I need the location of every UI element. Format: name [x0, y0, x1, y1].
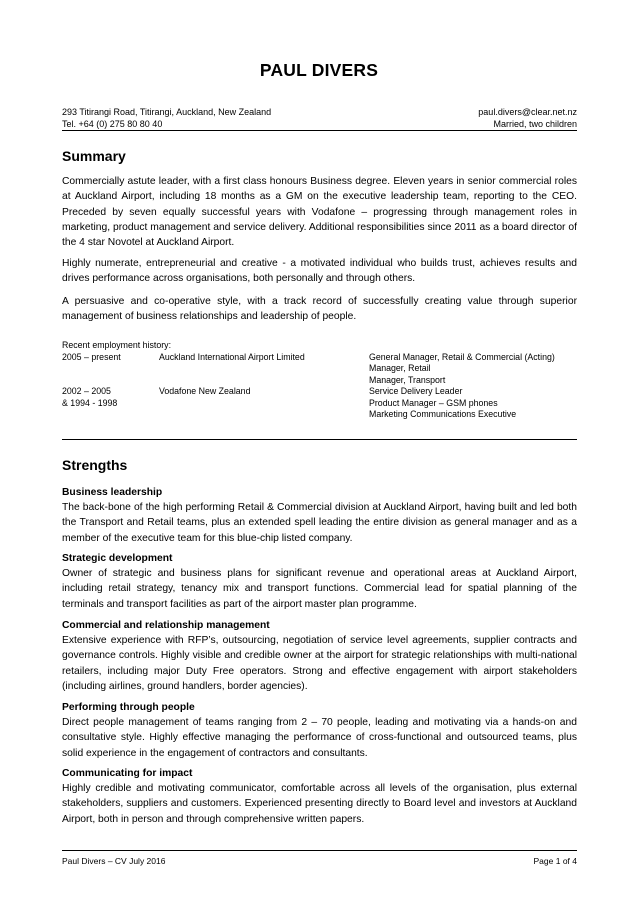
strength-text: Highly credible and motivating communicator, comfortable across all levels of the organisation, plus external stakeholders, suppliers and customers. Experienced presenting directly to Board level and investors at Auckland Airport, both in person and through comprehensive written papers.	[62, 783, 577, 825]
summary-paragraph-3: A persuasive and co-operative style, with a track record of successfully creating value through superior management of business relationships and leadership of people.	[62, 296, 577, 323]
strength-title: Performing through people	[62, 702, 195, 713]
employment-role: Manager, Transport	[369, 374, 446, 385]
employment-role: Manager, Retail	[369, 363, 431, 373]
employment-row	[62, 375, 577, 387]
summary-paragraph-1: Commercially astute leader, with a first class honours Business degree. Eleven years in senior commercial roles at Auckland Airport, including 18 months as a GM on the executive leadership team, reporting to the CEO. Preceded by seven equally successful years with Vodafone – progressing through management roles in marketing, product management and service delivery. Additional responsibilities since 2011 as a board director of the 4 star Novotel at Auckland Airport.	[62, 176, 577, 249]
marital-status: Married, two children	[493, 119, 577, 129]
strength-text: Direct people management of teams ranging from 2 – 70 people, leading and motivating via a hands-on and consultative style. Highly effective managing the performance of cross-functional and outsourced teams, plus solid experience in the engagement of contractors and consultants.	[62, 717, 577, 759]
employment-history	[62, 340, 577, 421]
page-number: Page 1 of 4	[533, 856, 577, 866]
section-divider	[62, 439, 577, 440]
strength-text: The back-bone of the high performing Retail & Commercial division at Auckland Airport, having built and led both the Transport and Retail teams, plus an extended spell leading the entire division as general manager and as a member of the executive team for this blue-chip listed company.	[62, 502, 577, 544]
summary-paragraph-2: Highly numerate, entrepreneurial and creative - a motivated individual who builds trust, achieves results and drives performance across organisations, both personally and through others.	[62, 258, 577, 285]
employment-role: Product Manager – GSM phones	[369, 397, 498, 408]
contact-divider	[62, 130, 577, 131]
footer-divider	[62, 850, 577, 851]
email: paul.divers@clear.net.nz	[478, 107, 577, 117]
employment-period: & 1994 - 1998	[62, 397, 118, 408]
footer	[62, 856, 577, 866]
phone: Tel. +64 (0) 275 80 80 40	[62, 119, 163, 129]
contact-block	[62, 106, 577, 130]
employment-row	[62, 352, 577, 364]
strength-title: Business leadership	[62, 487, 163, 498]
employment-row	[62, 363, 577, 375]
address: 293 Titirangi Road, Titirangi, Auckland, New Zealand	[62, 107, 272, 117]
employment-row	[62, 409, 577, 421]
strength-title: Communicating for impact	[62, 768, 193, 779]
employment-role: General Manager, Retail & Commercial (Acting)	[369, 351, 555, 362]
strength-text: Extensive experience with RFP’s, outsourcing, negotiation of service level agreements, supplier contracts and governance controls. Highly visible and credible owner at the airport for strategic relationships with multi-national retailers, including major Duty Free operators. Strong and effective engagement with airport stakeholders (including airlines, ground handlers, border agencies).	[62, 635, 577, 692]
strength-title: Commercial and relationship management	[62, 620, 270, 631]
employment-company: Vodafone New Zealand	[159, 386, 251, 396]
strength-text: Owner of strategic and business plans for significant revenue and operational areas at Auckland Airport, including retail strategy, tenancy mix and transport functions. Commercial lead for spatial planning of the terminals and transport facilities as part of the airport master plan programme.	[62, 568, 577, 610]
summary-heading: Summary	[62, 148, 126, 164]
employment-period: 2005 – present	[62, 351, 121, 362]
footer-left: Paul Divers – CV July 2016	[62, 856, 166, 866]
employment-caption: Recent employment history:	[62, 340, 172, 350]
employment-period: 2002 – 2005	[62, 386, 111, 396]
employment-row	[62, 386, 577, 398]
employment-company: Auckland International Airport Limited	[159, 351, 305, 362]
strength-title: Strategic development	[62, 553, 173, 564]
employment-role: Service Delivery Leader	[369, 386, 463, 396]
employment-role: Marketing Communications Executive	[369, 409, 517, 419]
cv-name: PAUL DIVERS	[259, 60, 379, 80]
employment-row	[62, 398, 577, 410]
strengths-heading: Strengths	[62, 457, 128, 473]
